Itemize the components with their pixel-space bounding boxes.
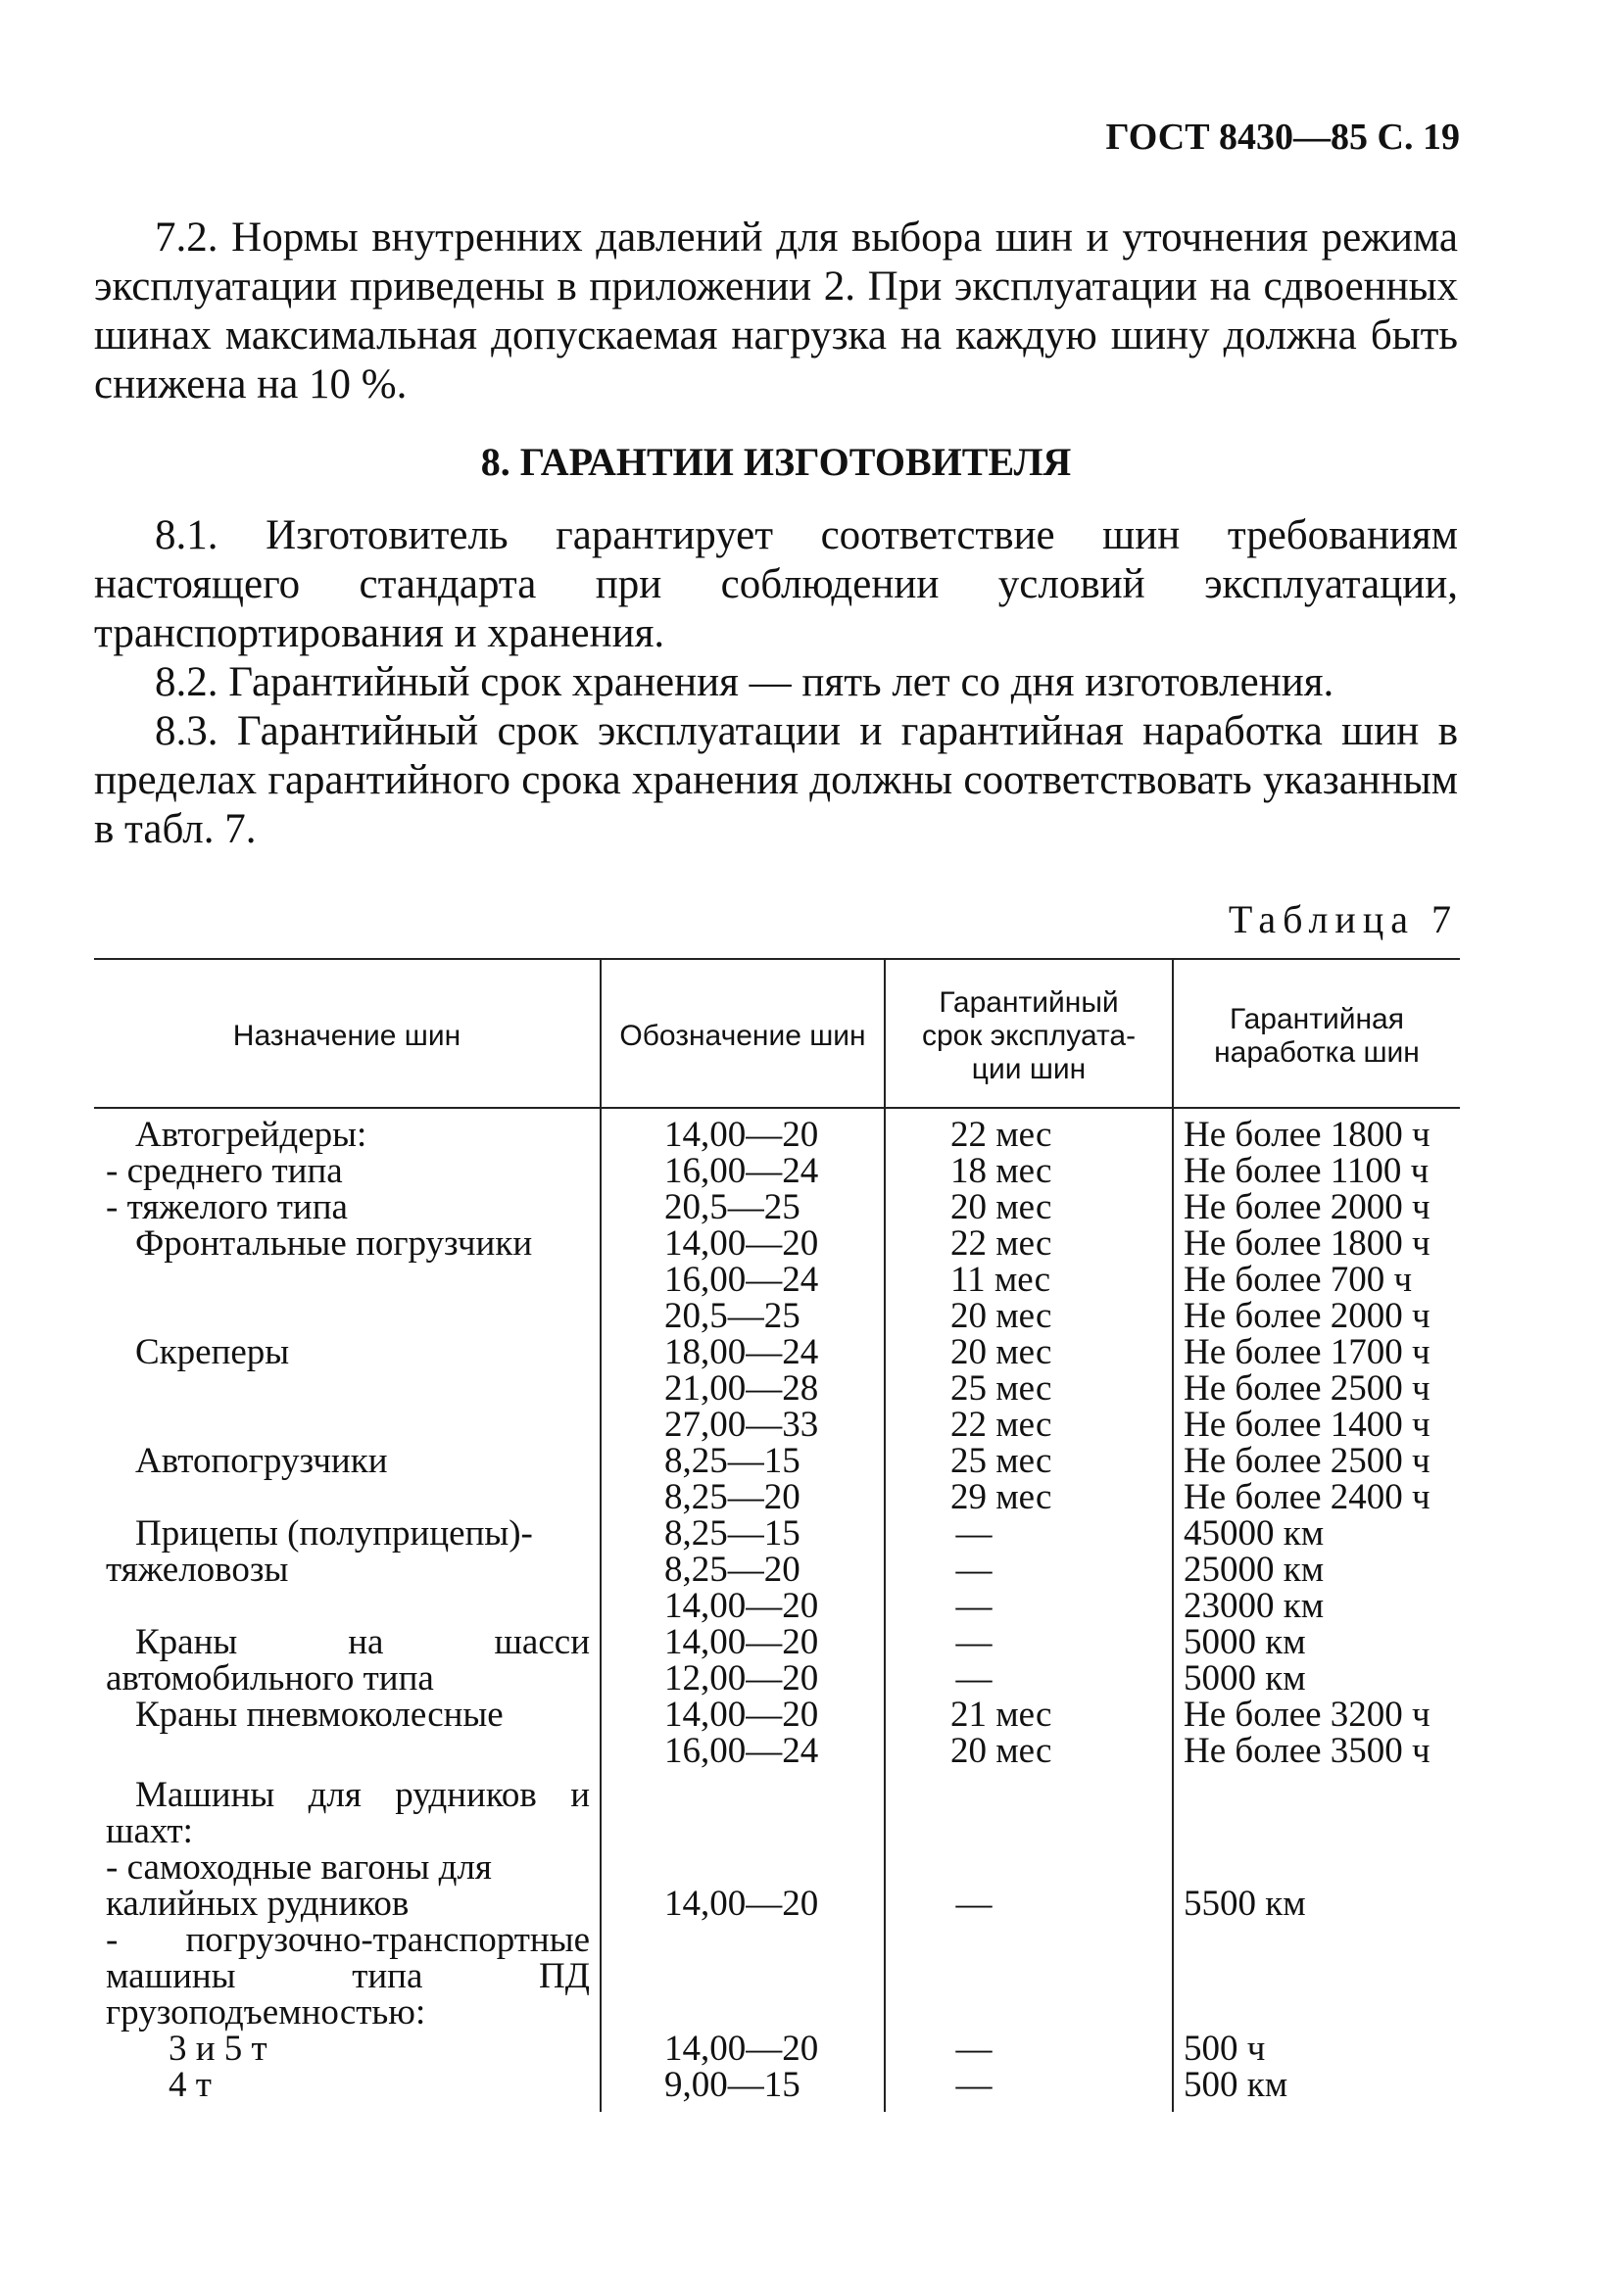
term-cell: 20 мес [950, 1731, 1052, 1771]
purpose-cell: - погрузочно-транспортные машины типа ПД грузоподъемностью: [106, 1920, 590, 2033]
table-row [0, 1298, 1600, 1334]
purpose-cell: Автогрейдеры: [135, 1115, 367, 1155]
term-cell: 18 мес [950, 1151, 1052, 1191]
runtime-cell: Не более 700 ч [1184, 1260, 1413, 1300]
runtime-cell: 500 км [1184, 2065, 1288, 2105]
table-row [0, 1153, 1600, 1189]
runtime-cell: Не более 2400 ч [1184, 1477, 1430, 1517]
table-body [0, 1117, 1600, 2103]
term-cell: 25 мес [950, 1368, 1052, 1409]
designation-cell: 8,25—20 [664, 1550, 800, 1590]
runtime-cell: 23000 км [1184, 1586, 1325, 1626]
table-header-runtime: Гарантийная наработка шин [1214, 1002, 1420, 1069]
designation-cell: 14,00—20 [664, 1884, 819, 1924]
runtime-cell: 45000 км [1184, 1513, 1325, 1554]
term-cell: 11 мес [950, 1260, 1051, 1300]
table-row [0, 1777, 1600, 1849]
table-caption: Таблица 7 [1228, 897, 1458, 941]
table-row [0, 1117, 1600, 1153]
designation-cell: 14,00—20 [664, 1223, 819, 1264]
runtime-cell: Не более 1400 ч [1184, 1405, 1430, 1445]
table-row [0, 1334, 1600, 1370]
table-row [0, 2067, 1600, 2103]
runtime-cell: Не более 2000 ч [1184, 1187, 1430, 1227]
runtime-cell: 5500 км [1184, 1884, 1306, 1924]
term-cell: 29 мес [950, 1477, 1052, 1517]
purpose-cell: - среднего типа [106, 1151, 343, 1191]
table-row [0, 2031, 1600, 2067]
runtime-cell: Не более 1700 ч [1184, 1332, 1430, 1372]
paragraph-8-3: 8.3. Гарантийный срок эксплуатации и гарантийная наработка шин в пределах гарантийного срока хранения должны соответствовать указанным в табл. 7. [94, 708, 1458, 852]
table-row [0, 1922, 1600, 2031]
term-cell: 20 мес [950, 1296, 1052, 1336]
purpose-cell: Прицепы (полуприцепы)- [135, 1513, 533, 1554]
runtime-cell: Не более 2500 ч [1184, 1368, 1430, 1409]
term-cell: 25 мес [950, 1441, 1052, 1481]
designation-cell: 20,5—25 [664, 1296, 800, 1336]
runtime-cell: Не более 1100 ч [1184, 1151, 1430, 1191]
designation-cell: 14,00—20 [664, 1115, 819, 1155]
designation-cell: 8,25—15 [664, 1513, 800, 1554]
table-row [0, 1370, 1600, 1407]
designation-cell: 18,00—24 [664, 1332, 819, 1372]
designation-cell: 14,00—20 [664, 1586, 819, 1626]
term-cell: 20 мес [950, 1332, 1052, 1372]
purpose-cell: - самоходные вагоны для калийных рудников [106, 1847, 492, 1924]
term-cell: — [955, 1622, 993, 1662]
page-header: ГОСТ 8430—85 С. 19 [1105, 117, 1460, 158]
purpose-cell: Машины для рудников и шахт: [106, 1775, 590, 1851]
runtime-cell: 5000 км [1184, 1622, 1306, 1662]
runtime-cell: Не более 2500 ч [1184, 1441, 1430, 1481]
designation-cell: 12,00—20 [664, 1658, 819, 1698]
table-row [0, 1407, 1600, 1443]
table-top-rule [94, 958, 1460, 960]
runtime-cell: 500 ч [1184, 2029, 1266, 2069]
purpose-cell: Автопогрузчики [135, 1441, 388, 1481]
table-row [0, 1624, 1600, 1660]
term-cell: 22 мес [950, 1405, 1052, 1445]
term-cell: 22 мес [950, 1223, 1052, 1264]
table-row [0, 1262, 1600, 1298]
purpose-cell: Краны на шасси [135, 1622, 590, 1662]
term-cell: — [955, 1884, 993, 1924]
designation-cell: 16,00—24 [664, 1731, 819, 1771]
table-header-purpose: Назначение шин [232, 1019, 461, 1052]
table-row [0, 1515, 1600, 1552]
term-cell: 22 мес [950, 1115, 1052, 1155]
table-header-rule [94, 1107, 1460, 1109]
table-row [0, 1660, 1600, 1697]
runtime-cell: Не более 1800 ч [1184, 1115, 1430, 1155]
term-cell: — [955, 1550, 993, 1590]
designation-cell: 21,00—28 [664, 1368, 819, 1409]
table-header-designation: Обозначение шин [619, 1019, 866, 1052]
designation-cell: 20,5—25 [664, 1187, 800, 1227]
table-row [0, 1697, 1600, 1733]
purpose-cell: - тяжелого типа [106, 1187, 348, 1227]
paragraph-7-2: 7.2. Нормы внутренних давлений для выбора шин и уточнения режима эксплуатации приведены в приложении 2. При эксплуатации на сдвоенных шинах максимальная допускаемая нагрузка на каждую шину должна быть снижена на 10 %. [94, 215, 1458, 407]
runtime-cell: 25000 км [1184, 1550, 1325, 1590]
table-row [0, 1588, 1600, 1624]
table-row [0, 1225, 1600, 1262]
designation-cell: 8,25—15 [664, 1441, 800, 1481]
designation-cell: 14,00—20 [664, 1695, 819, 1735]
designation-cell: 9,00—15 [664, 2065, 800, 2105]
designation-cell: 27,00—33 [664, 1405, 819, 1445]
runtime-cell: Не более 3500 ч [1184, 1731, 1430, 1771]
table-row [0, 1443, 1600, 1479]
designation-cell: 8,25—20 [664, 1477, 800, 1517]
purpose-cell: автомобильного типа [106, 1658, 434, 1698]
term-cell: — [955, 2065, 993, 2105]
section-heading: 8. ГАРАНТИИ ИЗГОТОВИТЕЛЯ [480, 440, 1072, 484]
term-cell: — [955, 1658, 993, 1698]
purpose-cell: Фронтальные погрузчики [135, 1223, 533, 1264]
paragraph-8-1: 8.1. Изготовитель гарантирует соответствие шин требованиям настоящего стандарта при соблюдении условий эксплуатации, транспортирования и хранения. [94, 512, 1458, 656]
purpose-cell: Скреперы [135, 1332, 290, 1372]
table-header-term: Гарантийный срок эксплуата-ции шин [921, 985, 1137, 1085]
term-cell: — [955, 2029, 993, 2069]
paragraph-8-2: 8.2. Гарантийный срок хранения — пять лет со дня изготовления. [155, 659, 1334, 705]
term-cell: — [955, 1513, 993, 1554]
table-row [0, 1189, 1600, 1225]
table-row [0, 1733, 1600, 1769]
purpose-cell: 3 и 5 т [169, 2029, 267, 2069]
designation-cell: 16,00—24 [664, 1151, 819, 1191]
designation-cell: 14,00—20 [664, 1622, 819, 1662]
designation-cell: 14,00—20 [664, 2029, 819, 2069]
table-row [0, 1552, 1600, 1588]
runtime-cell: Не более 2000 ч [1184, 1296, 1430, 1336]
table-row [0, 1479, 1600, 1515]
term-cell: — [955, 1586, 993, 1626]
designation-cell: 16,00—24 [664, 1260, 819, 1300]
purpose-cell: тяжеловозы [106, 1550, 289, 1590]
term-cell: 21 мес [950, 1695, 1052, 1735]
runtime-cell: 5000 км [1184, 1658, 1306, 1698]
table-row [0, 1849, 1600, 1922]
runtime-cell: Не более 1800 ч [1184, 1223, 1430, 1264]
purpose-cell: Краны пневмоколесные [135, 1695, 504, 1735]
term-cell: 20 мес [950, 1187, 1052, 1227]
runtime-cell: Не более 3200 ч [1184, 1695, 1430, 1735]
purpose-cell: 4 т [169, 2065, 212, 2105]
